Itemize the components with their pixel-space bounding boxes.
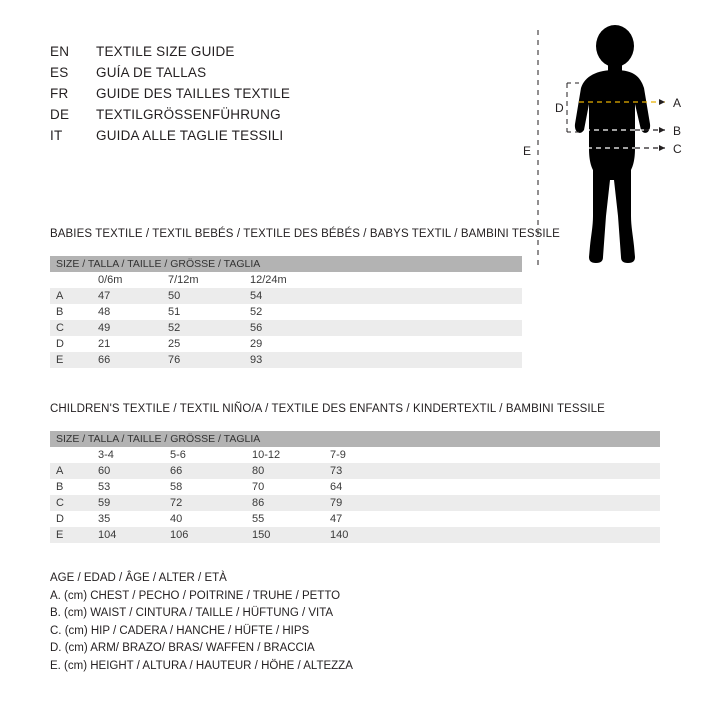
row-value: 86 [252,495,330,511]
table-row [50,336,522,352]
legend-line: E. (cm) HEIGHT / ALTURA / HAUTEUR / HÖHE / ALTEZZA [50,659,353,672]
table-row [50,511,660,527]
table-row [50,479,660,495]
row-key: C [50,320,98,336]
legend-line: C. (cm) HIP / CADERA / HANCHE / HÜFTE / HIPS [50,624,310,637]
row-value: 52 [250,304,522,320]
babies-size-0: 0/6m [98,272,168,288]
row-value: 48 [98,304,168,320]
children-size-2: 10-12 [252,447,330,463]
language-row [50,44,470,65]
figure-label-b: B [673,124,682,138]
row-value: 104 [98,527,170,543]
row-key: B [50,479,98,495]
children-size-header: SIZE / TALLA / TAILLE / GRÖSSE / TAGLIA [50,431,660,447]
row-key: E [50,352,98,368]
language-title: TEXTILGRÖSSENFÜHRUNG [96,107,281,122]
row-key: D [50,336,98,352]
row-value: 66 [170,463,252,479]
language-code: IT [50,128,63,143]
children-size-3: 7-9 [330,447,660,463]
row-value: 140 [330,527,660,543]
table-row [50,527,660,543]
row-key: A [50,288,98,304]
babies-size-table [50,256,522,368]
babies-size-header: SIZE / TALLA / TAILLE / GRÖSSE / TAGLIA [50,256,522,272]
row-value: 21 [98,336,168,352]
table-row [50,495,660,511]
table-row [50,352,522,368]
row-value: 29 [250,336,522,352]
children-section-title: CHILDREN'S TEXTILE / TEXTIL NIÑO/A / TEXTILE DES ENFANTS / KINDERTEXTIL / BAMBINI TESSILE [50,403,605,415]
measurement-legend [50,570,353,675]
language-row [50,86,470,107]
table-row [50,304,522,320]
language-title: GUIDE DES TAILLES TEXTILE [96,86,291,101]
row-key: A [50,463,98,479]
row-value: 72 [170,495,252,511]
row-value: 66 [98,352,168,368]
row-key: D [50,511,98,527]
row-value: 35 [98,511,170,527]
row-value: 80 [252,463,330,479]
language-title: GUIDA ALLE TAGLIE TESSILI [96,128,284,143]
language-code: EN [50,44,70,59]
row-value: 25 [168,336,250,352]
row-value: 40 [170,511,252,527]
figure-label-a: A [673,96,682,110]
row-value: 54 [250,288,522,304]
language-row [50,65,470,86]
row-value: 150 [252,527,330,543]
babies-size-1: 7/12m [168,272,250,288]
row-value: 73 [330,463,660,479]
legend-line: A. (cm) CHEST / PECHO / POITRINE / TRUHE / PETTO [50,589,341,602]
table-row [50,320,522,336]
babies-size-2: 12/24m [250,272,522,288]
row-value: 56 [250,320,522,336]
table-size-row [50,447,660,463]
table-header-row [50,431,660,447]
row-value: 49 [98,320,168,336]
row-value: 51 [168,304,250,320]
legend-line: AGE / EDAD / ÂGE / ALTER / ETÀ [50,572,227,584]
table-row [50,288,522,304]
empty-cell [50,447,98,463]
table-header-row [50,256,522,272]
row-value: 93 [250,352,522,368]
language-title: TEXTILE SIZE GUIDE [96,44,235,59]
row-value: 47 [98,288,168,304]
babies-section-title: BABIES TEXTILE / TEXTIL BEBÉS / TEXTILE DES BÉBÉS / BABYS TEXTIL / BAMBINI TESSILE [50,228,560,240]
language-code: FR [50,86,69,101]
row-value: 79 [330,495,660,511]
legend-line: D. (cm) ARM/ BRAZO/ BRAS/ WAFFEN / BRACCIA [50,642,315,654]
figure-label-e: E [523,144,532,158]
child-silhouette [575,25,650,263]
children-size-1: 5-6 [170,447,252,463]
language-title: GUÍA DE TALLAS [96,65,207,80]
figure-label-c: C [673,142,682,156]
chest-arrow [659,99,665,105]
language-title-list [50,44,470,149]
row-key: B [50,304,98,320]
hip-arrow [659,145,665,151]
row-value: 53 [98,479,170,495]
row-value: 52 [168,320,250,336]
row-value: 106 [170,527,252,543]
table-size-row [50,272,522,288]
table-row [50,463,660,479]
row-value: 59 [98,495,170,511]
figure-label-d: D [555,101,564,115]
row-key: C [50,495,98,511]
empty-cell [50,272,98,288]
legend-line: B. (cm) WAIST / CINTURA / TAILLE / HÜFTUNG / VITA [50,607,334,619]
children-size-table [50,431,660,543]
row-value: 76 [168,352,250,368]
row-key: E [50,527,98,543]
row-value: 58 [170,479,252,495]
row-value: 70 [252,479,330,495]
row-value: 64 [330,479,660,495]
row-value: 47 [330,511,660,527]
row-value: 55 [252,511,330,527]
language-row [50,128,470,149]
row-value: 60 [98,463,170,479]
row-value: 50 [168,288,250,304]
language-code: DE [50,107,70,122]
language-code: ES [50,65,69,80]
children-size-0: 3-4 [98,447,170,463]
language-row [50,107,470,128]
waist-arrow [659,127,665,133]
